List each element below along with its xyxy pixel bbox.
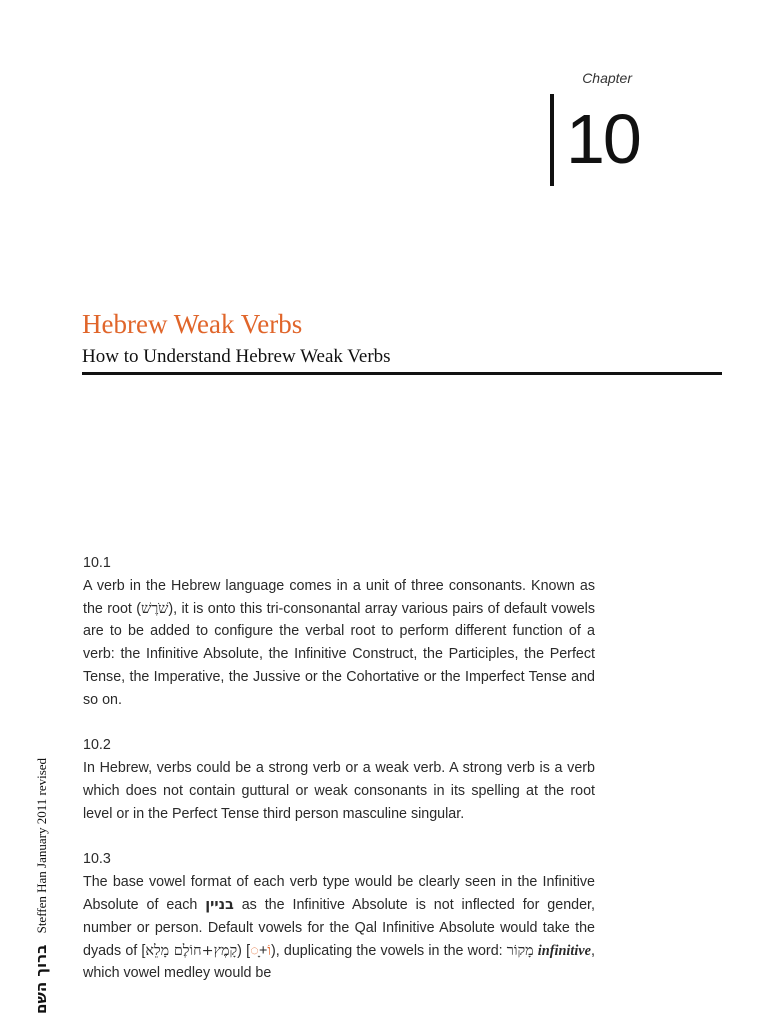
section-number: 10.2 <box>83 737 111 754</box>
hebrew-vowel-names: קָמֶץ+חוֹלֶם מָלֵא <box>145 942 238 959</box>
hebrew-word-binyan: בניין <box>205 896 234 913</box>
section-10-1 <box>83 552 595 712</box>
text-run: ] ( <box>237 942 251 959</box>
author-credit: Steffen Han January 2011 revised <box>34 757 49 934</box>
text-run: , which vowel medley would be <box>83 942 595 982</box>
hebrew-word: שֹׁרֶשׁ <box>141 600 169 617</box>
italic-infinitive: infinitive <box>537 942 591 959</box>
margin-credit <box>32 758 51 1014</box>
hebrew-word-maqor: מָקוֹר <box>506 942 534 959</box>
vowel-holem-male: וֹ <box>267 942 271 959</box>
margin-hebrew-blessing: ברוך השם <box>32 944 50 1014</box>
chapter-divider-bar <box>550 94 554 186</box>
section-paragraph <box>83 575 595 712</box>
section-paragraph <box>83 871 595 985</box>
title-rule <box>82 372 722 375</box>
section-number: 10.3 <box>83 851 111 868</box>
text-run: ), duplicating the vowels in the word: <box>270 942 507 959</box>
vowel-qamets: ָ◌ <box>250 942 259 959</box>
chapter-subtitle: How to Understand Hebrew Weak Verbs <box>82 346 391 367</box>
chapter-label: Chapter <box>582 70 632 86</box>
body-text <box>83 552 595 985</box>
section-10-3 <box>83 848 595 985</box>
section-paragraph: In Hebrew, verbs could be a strong verb or a weak verb. A strong verb is a verb which does not contain guttural or weak consonants in its spelling at the root level or in the Perfect Tense third person masculine singular. <box>83 760 595 822</box>
text-run: The base vowel format of each verb type would be clearly seen in the Infinitive Absolute of each <box>83 874 595 913</box>
section-number: 10.1 <box>83 555 111 571</box>
section-10-2 <box>83 734 595 825</box>
chapter-title: Hebrew Weak Verbs <box>82 309 303 339</box>
plus-sign: + <box>258 942 268 959</box>
text-run: ), it is onto this tri-consonantal array various pairs of default vowels are to be added to configure the verbal root to perform different function of a verb: the Infinitive Absolute, the Infinitive Construct, the Participles, the Perfect Tense, the Imperative, the Jussive or the Cohortative or the Imperfect Tense and so on. <box>83 600 595 708</box>
text-run: A verb in the Hebrew language comes in a unit of three consonants. Known as the root ( <box>83 577 595 617</box>
text-run: as the Infinitive Absolute is not inflected for gender, number or person. Default vowels for the Qal Infinitive Absolute would take the dyads of [ <box>83 896 595 959</box>
chapter-number: 10 <box>566 100 640 178</box>
